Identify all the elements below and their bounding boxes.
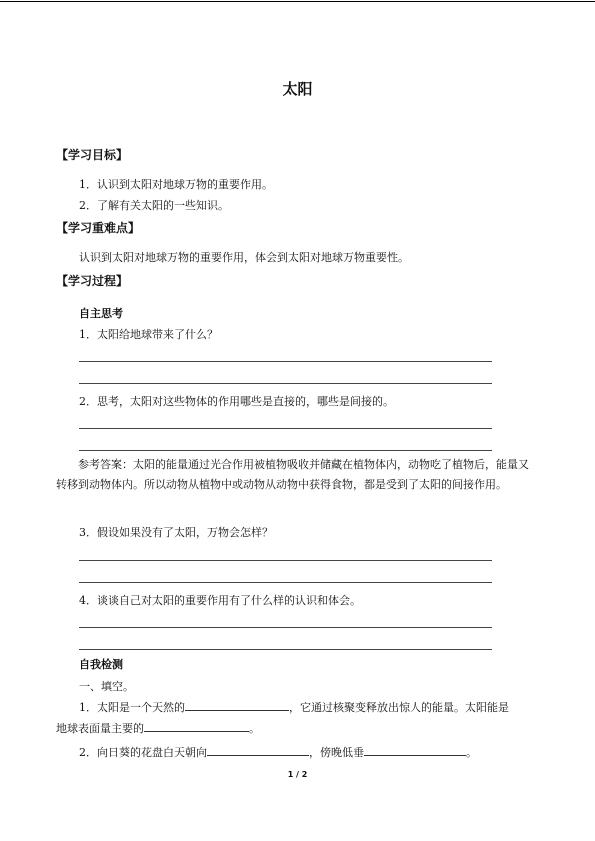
page-title: 太阳 bbox=[282, 80, 313, 98]
subheading-self-thinking: 自主思考 bbox=[79, 307, 123, 320]
fill-question-2-text: 。 bbox=[466, 746, 477, 759]
fill-question-1-text: 1．太阳是一个天然的 bbox=[79, 701, 185, 714]
fill-question-1-text: ，它通过核聚变释放出惊人的能量。太阳能是 bbox=[289, 701, 509, 714]
heading-key-points: 【学习重难点】 bbox=[56, 221, 141, 235]
answer-line[interactable] bbox=[79, 428, 492, 429]
fill-blank[interactable] bbox=[207, 744, 309, 756]
fill-question-2 bbox=[79, 744, 477, 760]
subheading-self-check: 自我检测 bbox=[79, 658, 123, 671]
answer-line[interactable] bbox=[79, 450, 492, 451]
question-3: 3．假设如果没有了太阳，万物会怎样？ bbox=[79, 526, 273, 539]
answer-line[interactable] bbox=[79, 582, 492, 583]
fill-question-1-text: 。 bbox=[249, 722, 260, 735]
reference-answer: 参考答案：太阳的能量通过光合作用被植物吸收并储藏在植物体内，动物吃了植物后，能量又转移到动物体内。所以动物从植物中或动物从动物中获得食物，都是受到了太阳的间接作用。 bbox=[56, 458, 529, 491]
answer-line[interactable] bbox=[79, 361, 492, 362]
fill-question-1 bbox=[79, 699, 509, 715]
heading-learning-process: 【学习过程】 bbox=[56, 274, 129, 288]
goal-item-1: 1．认识到太阳对地球万物的重要作用。 bbox=[79, 178, 273, 191]
answer-line[interactable] bbox=[79, 383, 492, 384]
fill-blank[interactable] bbox=[185, 699, 289, 711]
part-fill-in-blank: 一、填空。 bbox=[79, 680, 134, 693]
fill-question-1-continued bbox=[56, 720, 260, 736]
question-2: 2．思考，太阳对这些物体的作用哪些是直接的，哪些是间接的。 bbox=[79, 395, 394, 408]
fill-question-1-text: 地球表面量主要的 bbox=[56, 722, 144, 735]
fill-question-2-text: 2．向日葵的花盘白天朝向 bbox=[79, 746, 207, 759]
fill-blank[interactable] bbox=[364, 744, 466, 756]
fill-question-2-text: ，傍晚低垂 bbox=[309, 746, 364, 759]
goal-item-2: 2．了解有关太阳的一些知识。 bbox=[79, 199, 229, 212]
answer-line[interactable] bbox=[79, 649, 492, 650]
top-border-rule bbox=[0, 1, 595, 2]
key-points-text: 认识到太阳对地球万物的重要作用，体会到太阳对地球万物重要性。 bbox=[79, 251, 409, 264]
answer-line[interactable] bbox=[79, 560, 492, 561]
question-1: 1．太阳给地球带来了什么？ bbox=[79, 328, 218, 341]
answer-line[interactable] bbox=[79, 627, 492, 628]
question-4: 4．谈谈自己对太阳的重要作用有了什么样的认识和体会。 bbox=[79, 594, 361, 607]
fill-blank[interactable] bbox=[144, 720, 249, 732]
page-number: 1 / 2 bbox=[287, 770, 308, 779]
heading-learning-goals: 【学习目标】 bbox=[56, 148, 129, 162]
